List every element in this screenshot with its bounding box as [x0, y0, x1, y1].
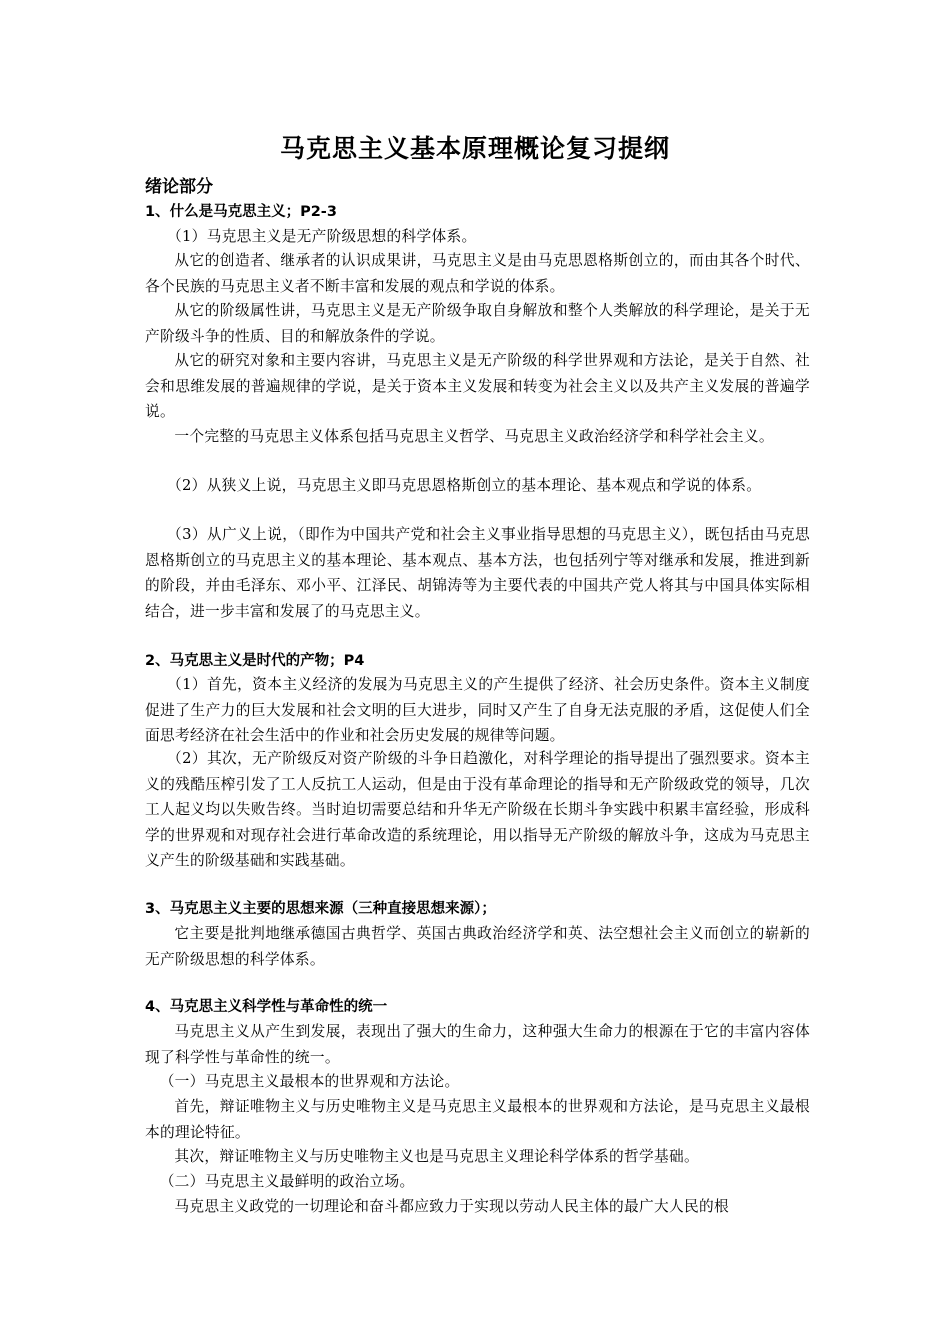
- paragraph: 首先，辩证唯物主义与历史唯物主义是马克思主义最根本的世界观和方法论，是马克思主义最根本的理论特征。: [145, 1098, 810, 1141]
- intro-heading: 绪论部分: [145, 177, 213, 197]
- paragraph: 它主要是批判地继承德国古典哲学、英国古典政治经济学和英、法空想社会主义而创立的崭新的无产阶级思想的科学体系。: [145, 925, 810, 968]
- section-2-heading: 2、马克思主义是时代的产物；P4: [145, 653, 365, 669]
- paragraph: （二）马克思主义最鲜明的政治立场。: [159, 1173, 415, 1190]
- paragraph: 从它的创造者、继承者的认识成果讲，马克思主义是由马克思恩格斯创立的，而由其各个时代、各个民族的马克思主义者不断丰富和发展的观点和学说的体系。: [145, 252, 810, 295]
- paragraph: 其次，辩证唯物主义与历史唯物主义也是马克思主义理论科学体系的哲学基础。: [174, 1148, 699, 1165]
- paragraph: 从它的研究对象和主要内容讲，马克思主义是无产阶级的科学世界观和方法论，是关于自然、社会和思维发展的普遍规律的学说，是关于资本主义发展和转变为社会主义以及共产主义发展的普遍学说。: [145, 352, 810, 420]
- page-title: 马克思主义基本原理概论复习提纲: [279, 134, 670, 163]
- section-4-heading: 4、马克思主义科学性与革命性的统一: [145, 999, 388, 1015]
- paragraph: （3）从广义上说，（即作为中国共产党和社会主义事业指导思想的马克思主义），既包括由马克思恩格斯创立的马克思主义的基本理论、基本观点、基本方法，也包括列宁等对继承和发展，推进到新的阶段，并由毛泽东、邓小平、江泽民、胡锦涛等为主要代表的中国共产党人将其与中国具体实际相结合，进一步丰富和发展了的马克思主义。: [145, 526, 810, 620]
- section-1-heading: 1、什么是马克思主义；P2-3: [145, 204, 337, 220]
- section-3-heading: 3、马克思主义主要的思想来源（三种直接思想来源）；: [145, 901, 496, 917]
- paragraph: （1）首先，资本主义经济的发展为马克思主义的产生提供了经济、社会历史条件。资本主义制度促进了生产力的巨大发展和社会文明的巨大进步，同时又产生了自身无法克服的矛盾，这促使人们全面思考经济在社会生活中的作业和社会历史发展的规律等问题。: [145, 676, 810, 744]
- paragraph: 一个完整的马克思主义体系包括马克思主义哲学、马克思主义政治经济学和科学社会主义。: [174, 428, 774, 445]
- paragraph: 马克思主义从产生到发展，表现出了强大的生命力，这种强大生命力的根源在于它的丰富内容体现了科学性与革命性的统一。: [145, 1023, 810, 1066]
- paragraph: （2）其次，无产阶级反对资产阶级的斗争日趋激化，对科学理论的指导提出了强烈要求。资本主义的残酷压榨引发了工人反抗工人运动，但是由于没有革命理论的指导和无产阶级政党的领导，几次工人起义均以失败告终。当时迫切需要总结和升华无产阶级在长期斗争实践中积累丰富经验，形成科学的世界观和对现存社会进行革命改造的系统理论，用以指导无产阶级的解放斗争，这成为马克思主义产生的阶级基础和实践基础。: [145, 750, 810, 869]
- paragraph: （1）马克思主义是无产阶级思想的科学体系。: [167, 228, 477, 245]
- paragraph: （一）马克思主义最根本的世界观和方法论。: [159, 1073, 460, 1090]
- paragraph: 从它的阶级属性讲，马克思主义是无产阶级争取自身解放和整个人类解放的科学理论，是关于无产阶级斗争的性质、目的和解放条件的学说。: [145, 302, 810, 345]
- paragraph: 马克思主义政党的一切理论和奋斗都应致力于实现以劳动人民主体的最广大人民的根: [174, 1198, 729, 1215]
- paragraph: （2）从狭义上说，马克思主义即马克思恩格斯创立的基本理论、基本观点和学说的体系。: [167, 477, 762, 494]
